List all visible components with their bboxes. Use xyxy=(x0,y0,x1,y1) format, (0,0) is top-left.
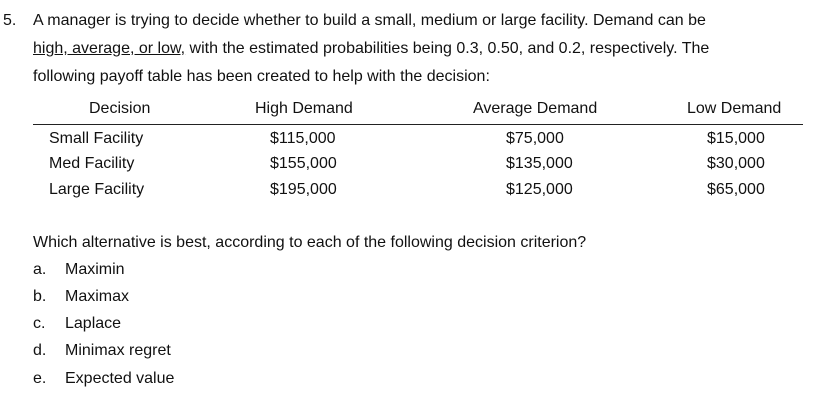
option-a-text: Maximin xyxy=(65,261,125,278)
header-low-demand: Low Demand xyxy=(687,100,782,117)
option-d-text: Minimax regret xyxy=(65,342,171,359)
row-med-decision: Med Facility xyxy=(49,155,135,172)
option-c xyxy=(33,315,121,333)
sub-question: Which alternative is best, according to each of the following decision criterion? xyxy=(33,234,587,251)
option-e xyxy=(33,370,174,388)
option-c-letter: c. xyxy=(33,315,46,332)
option-e-text: Expected value xyxy=(65,370,175,387)
underlined-demand-levels: high, average, or low, xyxy=(33,40,186,57)
option-a xyxy=(33,261,125,279)
option-d-letter: d. xyxy=(33,342,47,359)
row-med-low: $30,000 xyxy=(707,155,765,172)
header-average-demand: Average Demand xyxy=(473,100,598,117)
row-large-average: $125,000 xyxy=(506,181,573,198)
header-high-demand: High Demand xyxy=(255,100,353,117)
row-large-low: $65,000 xyxy=(707,181,765,198)
row-small-decision: Small Facility xyxy=(49,130,144,147)
row-med-average: $135,000 xyxy=(506,155,573,172)
option-b-letter: b. xyxy=(33,288,47,305)
question-number: 5. xyxy=(3,12,17,29)
row-med-high: $155,000 xyxy=(270,155,337,172)
payoff-table xyxy=(33,96,803,206)
option-b-text: Maximax xyxy=(65,288,130,305)
question-text-line-1: A manager is trying to decide whether to build a small, medium or large facility. Demand can be xyxy=(33,12,706,29)
header-decision: Decision xyxy=(89,100,151,117)
question-text-line-2 xyxy=(33,40,709,58)
option-a-letter: a. xyxy=(33,261,47,278)
option-c-text: Laplace xyxy=(65,315,122,332)
header-rule xyxy=(33,124,803,125)
probabilities-text: with the estimated probabilities being 0.3, 0.50, and 0.2, respectively. The xyxy=(185,40,710,57)
row-large-high: $195,000 xyxy=(270,181,337,198)
row-small-high: $115,000 xyxy=(270,130,336,147)
row-small-average: $75,000 xyxy=(506,130,564,147)
row-large-decision: Large Facility xyxy=(49,181,145,198)
question-text-line-3: following payoff table has been created to help with the decision: xyxy=(33,68,490,85)
option-e-letter: e. xyxy=(33,370,47,387)
option-b xyxy=(33,288,129,306)
row-small-low: $15,000 xyxy=(707,130,765,147)
option-d xyxy=(33,342,171,360)
